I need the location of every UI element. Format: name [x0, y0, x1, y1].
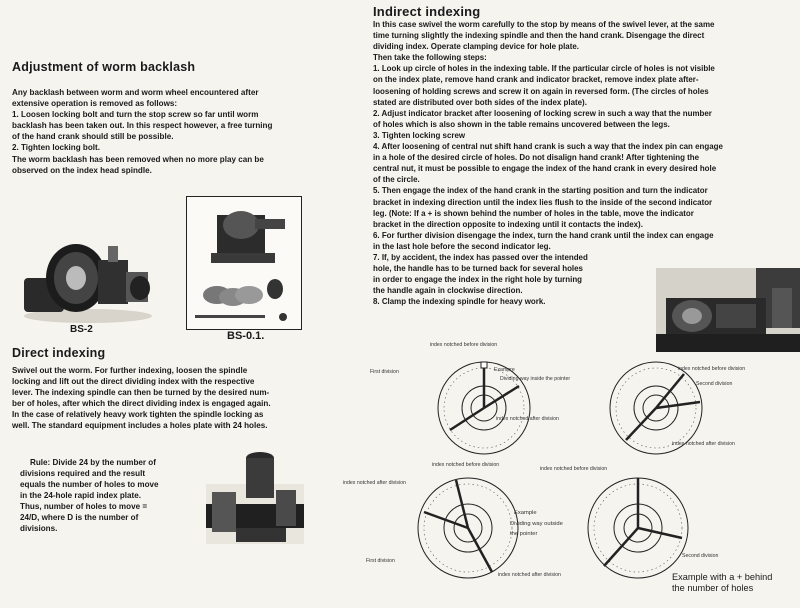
text-line: bracket in the direction opposite to indexing until it contacts the index).	[373, 219, 643, 229]
text-line: equals the number of holes to move	[20, 480, 159, 489]
text-line: Then take the following steps:	[373, 53, 487, 63]
diagram-label: the pointer	[510, 531, 538, 537]
text-line: bracket in indexing direction until the index lies flush to the inside of the second indicator	[373, 197, 713, 207]
index-plate-diagram-fourth	[578, 472, 698, 582]
text-line: stated are distributed over both sides of the index plate).	[373, 97, 587, 107]
diagram-label: index notched before division	[540, 466, 608, 472]
text-line: 4. After loosening of central nut shift hand crank is such a way that the index pin can engage	[373, 142, 723, 152]
text-line: lever. The indexing spindle can then be turned by the desired num-	[12, 388, 270, 398]
example-caption	[672, 572, 772, 594]
diagram-label: index notched before division	[432, 462, 500, 468]
text-line: 2. Tighten locking bolt.	[12, 143, 100, 153]
diagram-label: Example	[514, 510, 537, 516]
text-line: 3. Tighten locking screw	[373, 130, 466, 140]
text-line: dividing index. Operate clamping device for hole plate.	[373, 42, 579, 52]
diagram-label: First division	[370, 369, 399, 375]
text-line: Thus, number of holes to move =	[20, 502, 148, 511]
text-line: 5. Then engage the index of the hand crank in the starting position and turn the indicator	[373, 186, 708, 196]
text-line: in order to engage the index in the right hole by turning	[373, 275, 583, 285]
indirect-indexing-title: Indirect indexing	[373, 4, 481, 19]
diagram-label: Second division	[696, 381, 733, 387]
text-line: 2. Adjust indicator bracket after loosening of locking screw in such a way that the number	[373, 108, 712, 118]
dividing-head-photo	[656, 268, 800, 352]
bs2-photo	[18, 226, 158, 324]
text-line: ber of holes, after which the direct dividing index is engaged again.	[12, 399, 271, 409]
text-line: time turning slightly the indexing spindle and then the hand crank. Disengage the direct	[373, 31, 705, 41]
worm-backlash-title: Adjustment of worm backlash	[12, 60, 196, 74]
text-line: The worm backlash has been removed when no more play can be	[12, 154, 264, 164]
text-line: well. The standard equipment includes a holes plate with 24 holes.	[12, 421, 268, 431]
text-line: 8. Clamp the indexing spindle for heavy work.	[373, 297, 546, 307]
text-line: loosening of holding screws and screw it on again in reversed form. (The circles of holes	[373, 86, 709, 96]
text-line: In this case swivel the worm carefully to the stop by means of the swivel lever, at the same	[373, 20, 715, 29]
text-line: locking and lift out the direct dividing index with the respective	[12, 377, 255, 387]
direct-indexing-text	[12, 365, 271, 432]
index-plate-diagram-first	[424, 356, 544, 456]
diagram-label: index notched before division	[430, 342, 498, 348]
text-line: 6. For further division disengage the index, turn the hand crank until the index can engage	[373, 230, 714, 240]
text-line: divisions.	[20, 524, 58, 533]
diagram-label: index notched after division	[496, 416, 559, 422]
text-line: extensive operation is removed as follows:	[12, 99, 178, 109]
text-line: Swivel out the worm. For further indexing, loosen the spindle	[12, 366, 248, 375]
text-line: the handle again in clockwise direction.	[373, 286, 523, 296]
text-line: on the index plate, remove hand crank and indicator bracket, remove index plate after-	[373, 75, 699, 85]
direct-indexing-photo	[206, 444, 304, 544]
text-line: leg. (Note: If a + is shown behind the number of holes in the table, move the indicator	[373, 208, 694, 218]
diagram-label: index notched after division	[498, 572, 561, 578]
text-line: of holes which is also shown in the table remains uncovered between the legs.	[373, 119, 670, 129]
diagram-label: Dividing way inside the pointer	[500, 376, 571, 382]
text-line: hole, the handle has to be turned back for several holes	[373, 264, 583, 274]
diagram-label: index notched after division	[672, 441, 735, 447]
diagram-label: Second division	[682, 553, 719, 559]
text-line: In the case of relatively heavy work tighten the spindle locking as	[12, 410, 264, 420]
direct-indexing-title: Direct indexing	[12, 346, 106, 360]
text-line: in a hole of the desired circle of holes. Do not disalign hand crank! After tightening the	[373, 153, 700, 163]
bs01-caption: BS-0.1.	[227, 330, 265, 342]
diagram-label: index notched before division	[678, 366, 746, 372]
diagram-label: Exampre	[494, 367, 515, 373]
diagram-label: First division	[366, 558, 395, 564]
text-line: central nut, it must be possible to engage the index of the hand crank in every desired hole	[373, 164, 717, 174]
text-line: 24/D, where D is the number of	[20, 513, 139, 522]
bs01-photo	[186, 196, 302, 330]
text-line: Any backlash between worm and worm wheel encountered after	[12, 88, 259, 97]
text-line: of the circle.	[373, 175, 420, 185]
indirect-indexing-text	[373, 19, 723, 307]
bs2-caption: BS-2	[70, 324, 93, 335]
text-line: in the 24-hole rapid index plate.	[20, 491, 141, 500]
text-line: in the last hole before the second indicator leg.	[373, 241, 551, 251]
index-plate-diagram-third	[408, 472, 528, 582]
text-line: backlash has been taken out. In this respect however, a free turning	[12, 121, 273, 131]
text-line: observed on the index head spindle.	[12, 165, 152, 175]
diagram-label: index notched after division	[343, 480, 406, 486]
diagram-label: Dividing way outside	[510, 521, 563, 527]
text-line: divisions required and the result	[20, 469, 146, 478]
worm-backlash-text	[12, 87, 272, 176]
text-line: 1. Loosen locking bolt and turn the stop screw so far until worm	[12, 110, 259, 120]
text-line: 1. Look up circle of holes in the indexing table. If the particular circle of holes is not visible	[373, 64, 715, 74]
example-caption-line: the number of holes	[672, 583, 754, 593]
rule-text	[20, 457, 159, 534]
example-caption-line: Example with a + behind	[672, 572, 773, 582]
text-line: 7. If, by accident, the index has passed over the intended	[373, 252, 588, 262]
text-line: Rule: Divide 24 by the number of	[30, 458, 156, 467]
text-line: of the hand crank should still be possible.	[12, 132, 174, 142]
